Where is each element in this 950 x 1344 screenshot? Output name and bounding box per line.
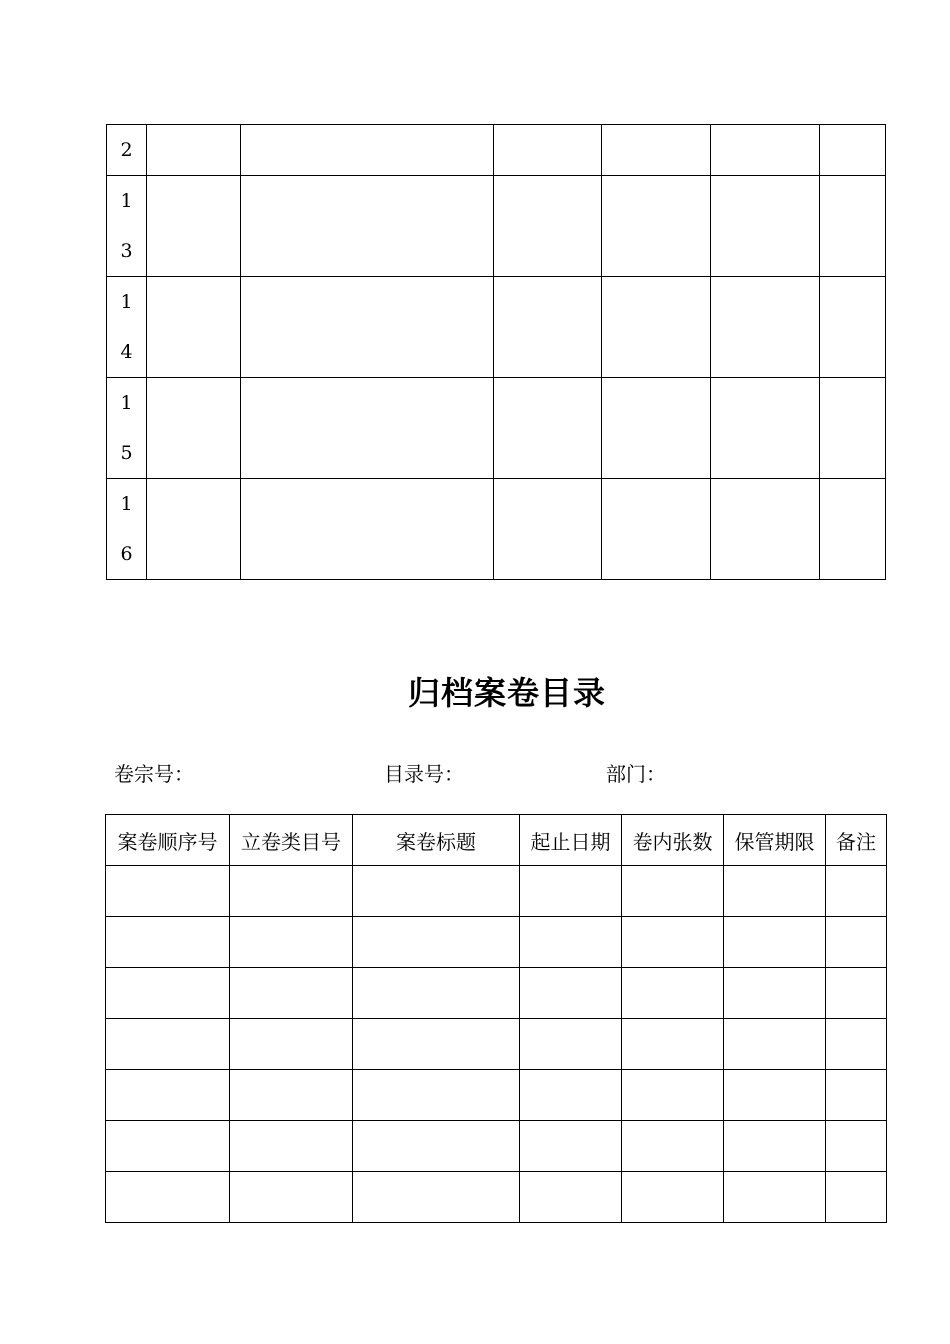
- table-row: [107, 479, 886, 580]
- empty-cell: [230, 1019, 353, 1070]
- empty-cell: [724, 1121, 826, 1172]
- header-retention-period: 保管期限: [724, 815, 826, 866]
- empty-cell: [724, 1070, 826, 1121]
- empty-cell: [826, 866, 887, 917]
- row-number-digit: 3: [120, 240, 133, 262]
- empty-cell: [826, 917, 887, 968]
- row-number-digit: 1: [120, 392, 133, 414]
- empty-cell: [106, 917, 230, 968]
- table-row: [106, 1172, 887, 1223]
- empty-cell: [820, 378, 886, 479]
- empty-cell: [106, 1070, 230, 1121]
- empty-cell: [106, 1172, 230, 1223]
- empty-cell: [241, 479, 494, 580]
- table-row: [107, 176, 886, 277]
- empty-cell: [494, 125, 602, 176]
- empty-cell: [353, 1172, 520, 1223]
- empty-cell: [494, 378, 602, 479]
- header-category-number: 立卷类目号: [230, 815, 353, 866]
- empty-cell: [106, 866, 230, 917]
- empty-cell: [622, 917, 724, 968]
- empty-cell: [711, 176, 820, 277]
- empty-cell: [602, 176, 711, 277]
- empty-cell: [820, 479, 886, 580]
- row-number-digit: 2: [120, 139, 133, 161]
- row-number-cell: [107, 378, 147, 479]
- archive-catalog-table: [105, 814, 887, 1223]
- empty-cell: [353, 917, 520, 968]
- row-number-cell: [107, 277, 147, 378]
- empty-cell: [106, 1019, 230, 1070]
- catalog-number-label: 目录号：: [384, 762, 464, 786]
- empty-cell: [147, 378, 241, 479]
- row-number-cell: [107, 479, 147, 580]
- empty-cell: [241, 277, 494, 378]
- empty-cell: [622, 1121, 724, 1172]
- table-row: [107, 277, 886, 378]
- empty-cell: [241, 176, 494, 277]
- table-row: [106, 968, 887, 1019]
- row-number-digit: 5: [120, 442, 133, 464]
- row-number-digit: 1: [120, 493, 133, 515]
- empty-cell: [520, 1172, 622, 1223]
- empty-cell: [230, 1070, 353, 1121]
- empty-cell: [724, 968, 826, 1019]
- empty-cell: [147, 277, 241, 378]
- empty-cell: [711, 378, 820, 479]
- empty-cell: [724, 866, 826, 917]
- empty-cell: [520, 866, 622, 917]
- empty-cell: [147, 125, 241, 176]
- empty-cell: [147, 479, 241, 580]
- empty-cell: [602, 125, 711, 176]
- header-date-range: 起止日期: [520, 815, 622, 866]
- row-number-cell: [107, 125, 147, 176]
- table-row: [107, 378, 886, 479]
- empty-cell: [520, 1019, 622, 1070]
- empty-cell: [520, 917, 622, 968]
- empty-cell: [241, 125, 494, 176]
- empty-cell: [494, 479, 602, 580]
- continuation-table: [106, 124, 886, 580]
- row-number-digit: 6: [120, 543, 133, 565]
- empty-cell: [602, 479, 711, 580]
- empty-cell: [826, 968, 887, 1019]
- empty-cell: [494, 277, 602, 378]
- empty-cell: [230, 917, 353, 968]
- empty-cell: [353, 1121, 520, 1172]
- table-row: [106, 917, 887, 968]
- empty-cell: [602, 378, 711, 479]
- empty-cell: [820, 176, 886, 277]
- table-row: [106, 1121, 887, 1172]
- table-row: [106, 1019, 887, 1070]
- empty-cell: [724, 917, 826, 968]
- empty-cell: [353, 1070, 520, 1121]
- empty-cell: [820, 125, 886, 176]
- empty-cell: [711, 125, 820, 176]
- empty-cell: [230, 866, 353, 917]
- table-row: [106, 866, 887, 917]
- department-label: 部门：: [606, 762, 666, 786]
- empty-cell: [353, 866, 520, 917]
- header-remarks: 备注: [826, 815, 887, 866]
- header-sheet-count: 卷内张数: [622, 815, 724, 866]
- table-row: [106, 1070, 887, 1121]
- table-row: [107, 125, 886, 176]
- fonds-number-label: 卷宗号：: [114, 762, 194, 786]
- empty-cell: [241, 378, 494, 479]
- empty-cell: [826, 1019, 887, 1070]
- empty-cell: [826, 1121, 887, 1172]
- empty-cell: [826, 1172, 887, 1223]
- empty-cell: [520, 968, 622, 1019]
- empty-cell: [622, 866, 724, 917]
- empty-cell: [724, 1019, 826, 1070]
- empty-cell: [622, 1019, 724, 1070]
- empty-cell: [520, 1070, 622, 1121]
- empty-cell: [147, 176, 241, 277]
- empty-cell: [230, 1172, 353, 1223]
- empty-cell: [622, 968, 724, 1019]
- empty-cell: [724, 1172, 826, 1223]
- empty-cell: [353, 1019, 520, 1070]
- row-number-digit: 1: [120, 190, 133, 212]
- empty-cell: [230, 1121, 353, 1172]
- empty-cell: [826, 1070, 887, 1121]
- row-number-digit: 1: [120, 291, 133, 313]
- empty-cell: [711, 277, 820, 378]
- empty-cell: [622, 1070, 724, 1121]
- empty-cell: [230, 968, 353, 1019]
- empty-cell: [602, 277, 711, 378]
- table-header-row: [106, 815, 887, 866]
- row-number-digit: 4: [120, 341, 133, 363]
- document-title: 归档案卷目录: [407, 674, 606, 712]
- empty-cell: [520, 1121, 622, 1172]
- empty-cell: [106, 1121, 230, 1172]
- header-file-sequence: 案卷顺序号: [106, 815, 230, 866]
- empty-cell: [106, 968, 230, 1019]
- empty-cell: [820, 277, 886, 378]
- empty-cell: [494, 176, 602, 277]
- header-file-title: 案卷标题: [353, 815, 520, 866]
- empty-cell: [622, 1172, 724, 1223]
- row-number-cell: [107, 176, 147, 277]
- empty-cell: [353, 968, 520, 1019]
- empty-cell: [711, 479, 820, 580]
